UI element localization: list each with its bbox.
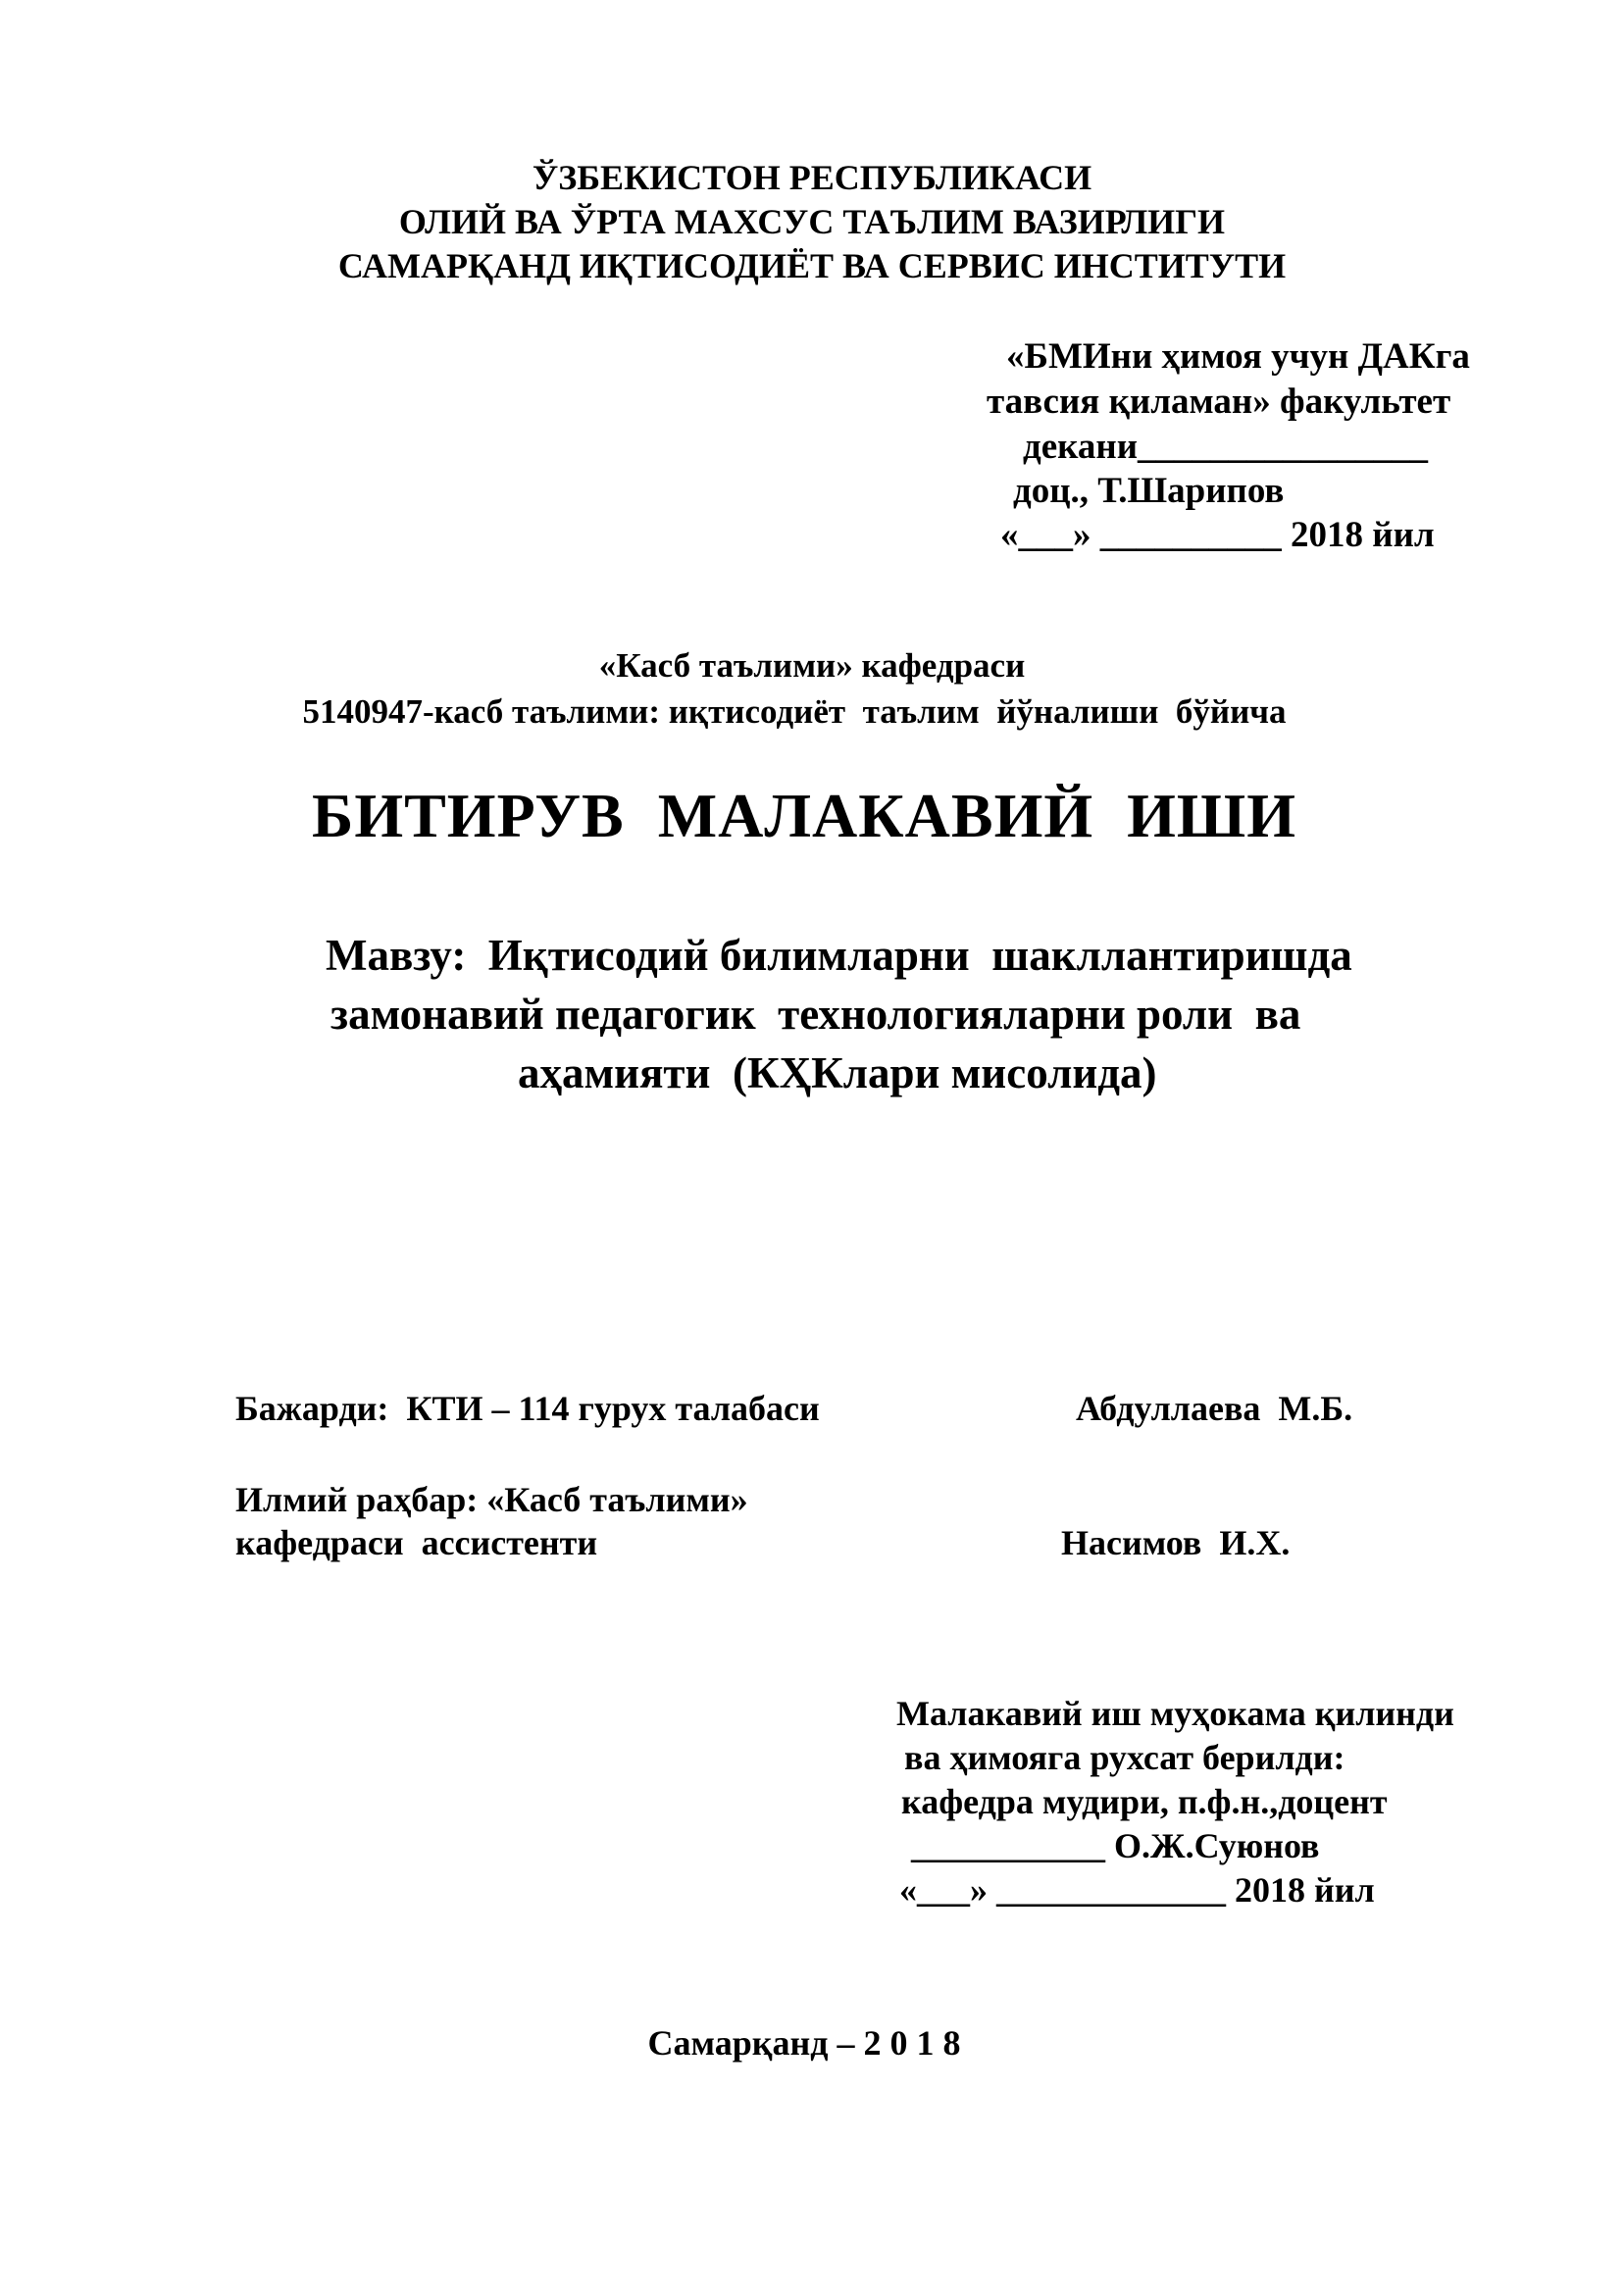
advisor-label-line-2: кафедраси ассистенти	[235, 1523, 598, 1562]
ministry-country: ЎЗБЕКИСТОН РЕСПУБЛИКАСИ	[532, 158, 1092, 197]
performer-name: Абдуллаева М.Б.	[1076, 1389, 1353, 1428]
discussion-line-4: ___________ О.Ж.Суюнов	[911, 1826, 1320, 1865]
advisor-name: Насимов И.Х.	[1061, 1523, 1291, 1562]
document-title: БИТИРУВ МАЛАКАВИЙ ИШИ	[312, 781, 1296, 850]
approval-line-1: «БМИни ҳимоя учун ДАКга	[1006, 336, 1470, 377]
approval-line-3: декани________________	[1023, 427, 1429, 467]
specialty-line: 5140947-касб таълими: иқтисодиёт таълим йўналиши бўйича	[302, 692, 1287, 731]
topic-line-2: замонавий педагогик технологияларни роли ва	[330, 990, 1301, 1039]
discussion-line-5: «___» _____________ 2018 йил	[899, 1870, 1375, 1910]
department-name: «Касб таълими» кафедраси	[598, 646, 1026, 685]
advisor-label-line-1: Илмий раҳбар: «Касб таълими»	[235, 1480, 748, 1519]
discussion-line-2: ва ҳимояга рухсат берилди:	[904, 1738, 1345, 1777]
city-year: Самарқанд – 2 0 1 8	[647, 2023, 961, 2063]
approval-line-2: тавсия қиламан» факультет	[987, 382, 1451, 422]
ministry-name: ОЛИЙ ВА ЎРТА МАХСУС ТАЪЛИМ ВАЗИРЛИГИ	[398, 202, 1226, 241]
approval-line-4: доц., Т.Шарипов	[1013, 471, 1285, 511]
discussion-line-1: Малакавий иш муҳокама қилинди	[896, 1694, 1454, 1733]
institute-name: САМАРҚАНД ИҚТИСОДИЁТ ВА СЕРВИС ИНСТИТУТИ	[337, 246, 1287, 285]
topic-line-3: аҳамияти (КҲКлари мисолида)	[518, 1048, 1157, 1097]
discussion-line-3: кафедра мудири, п.ф.н.,доцент	[901, 1782, 1388, 1821]
approval-line-5: «___» __________ 2018 йил	[1000, 515, 1435, 555]
performer-label: Бажарди: КТИ – 114 гурух талабаси	[235, 1389, 820, 1428]
topic-line-1: Мавзу: Иқтисодий билимларни шакллантиришда	[326, 931, 1352, 980]
